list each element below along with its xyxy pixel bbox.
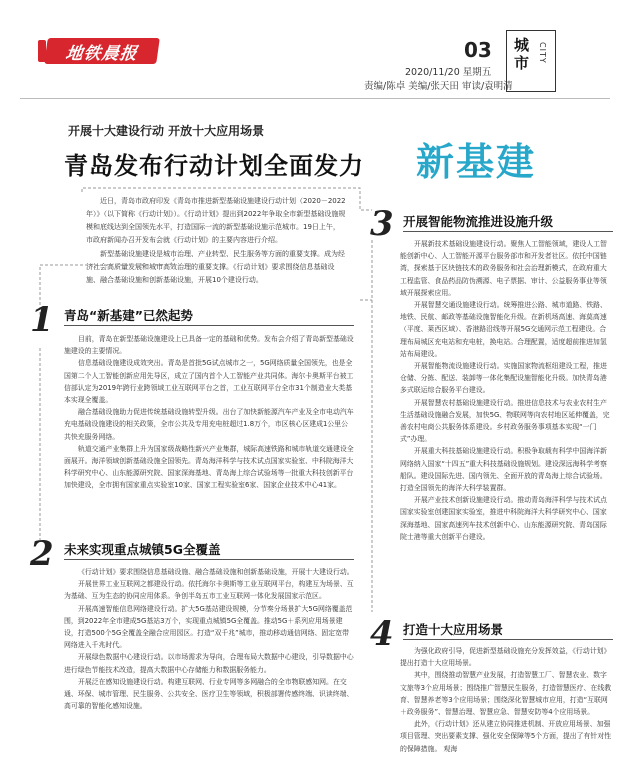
page-number: 03	[464, 38, 492, 62]
paragraph: 为强化政府引导，促进新型基础设施充分发挥效益，《行动计划》提出打造十大应用场景。	[400, 647, 611, 668]
dateline: 2020/11/20 星期五	[405, 67, 492, 78]
lead-paragraph: 新型基础设施建设是城市治理、产业转型、民生服务等方面的重要支撑。成为经济社会高质量发展和城市高效治理的重要支撑。《行动计划》要求围绕信息基础设施、融合基础设施和创新基础设施，开展10个建设行动。	[86, 250, 345, 284]
paragraph: 其中，围绕推动智慧产业发展，打造智慧工厂、智慧农业、数字文旅等3个应用场景；围绕推广智慧民生服务，打造智慧医疗、在线教育、智慧养老等3个应用场景；围绕深化智慧城市应用，打造“互联网＋政务服务”、智慧治理、智慧应急、智慧安防等4个应用场景。	[400, 671, 612, 717]
paragraph: 开展产业技术创新设施建设行动。推动青岛海洋科学与技术试点国家实验室创建国家实验室，推进中科院海洋大科学研究中心、国家深海基地、国家高速列车技术创新中心、山东能源研究院、青岛国际院士港等重大创新平台建设。	[400, 496, 607, 541]
section-number-1: 1	[30, 300, 54, 340]
paragraph: 《行动计划》要求围绕信息基础设施、融合基础设施和创新基础设施，开展十大建设行动。	[78, 568, 354, 576]
section-number-4: 4	[370, 614, 394, 654]
editor-credits: 责编/陈卓 美编/张天田 审读/袁明清	[364, 81, 513, 92]
section-title-2: 未来实现重点城镇5G全覆盖	[64, 542, 221, 557]
paragraph: 开展智能物流设施建设行动。实施国家物流枢纽建设工程，推进仓储、分拣、配送、装卸等一体化集配设施智能化升级。加快青岛港多式联运综合服务平台建设。	[400, 362, 607, 395]
section-rule-3	[403, 231, 613, 232]
paragraph: 开展高速智能信息网络建设行动。扩大5G基站建设规模，分节奏分场景扩大5G网络覆盖范围，到2022年全市建成5G基站3万个，实现重点城镇5G全覆盖。推动5G＋系列应用场景建设，打造500个5G全覆盖全融合应用园区。打造“双千兆”城市，推动移动通信网络、固定宽带网络进入千兆时代。	[64, 604, 353, 650]
paragraph: 开展重大科技基础设施建设行动。积极争取载有科学中国海洋新网络纳入国家“十四五”重大科技基础设施规划。建设深远海科学考察船队。建设国际先进、国内领先、全面开放的青岛海上综合试验场。打造全国领先的海洋大科学装置群。	[400, 447, 607, 493]
section-body-4	[400, 645, 612, 755]
section-name-en: CITY	[538, 42, 547, 64]
headline-title: 青岛发布行动计划全面发力	[64, 152, 364, 180]
paragraph: 融合基础设施助力促进传统基础设施转型升级。出台了加快新能源汽车产业及全市电动汽车充电基础设施建设的相关政策，全市公共及专用充电桩超过1.8万个，市区核心区建成1公里公共快充服务网络。	[64, 408, 354, 441]
section-number-3: 3	[370, 204, 394, 244]
section-title-3: 开展智能物流推进设施升级	[403, 214, 554, 229]
section-body-2	[64, 566, 354, 712]
section-body-3	[400, 238, 612, 543]
newspaper-logo: 地铁晨报	[44, 38, 160, 64]
headline-highlight: 新基建	[416, 140, 537, 184]
paragraph: 开展泛在感知设施建设行动。构建互联网、行业专网等多网融合的全市物联感知网。在交通、环保、城市管理、民生服务、公共安全、医疗卫生等领域，积极部署传感终端、识读终端、高可靠的智能化感知设施。	[64, 677, 354, 711]
paragraph: 目前，青岛在新型基础设施建设上已具备一定的基础和优势。发布会介绍了青岛新型基础设施建设的主要情况。	[64, 335, 354, 356]
paragraph: 轨道交通产业集群上升为国家级战略性新兴产业集群，城际高速铁路和城市轨道交通建设全面展开。海洋领域创新基础设施全国领先。青岛海洋科学与技术试点国家实验室、中科院海洋大科学研究中心、山东能源研究院、国家深海基地、青岛海上综合试验场等一批重大科技创新平台加快建设，全市拥有国家重点实验室10家、国家工程实验室6家、国家企业技术中心41家。	[64, 444, 354, 490]
headline-kicker: 开展十大建设行动 开放十大应用场景	[68, 124, 265, 138]
section-number-2: 2	[30, 534, 54, 574]
section-name: 城市	[514, 36, 530, 72]
section-title-1: 青岛“新基建”已然起势	[64, 308, 193, 323]
section-title-4: 打造十大应用场景	[403, 622, 504, 637]
lead-paragraph: 近日，青岛市政府印发《青岛市推进新型基础设施建设行动计划（2020－2022年）》（以下简称《行动计划》）。《行动计划》提出到2022年争取全市新型基础设施规模和底线达到全国领先水平，打造国际一流的新型基础设施示范城市。19日上午，市政府新闻办召开发布会就《行动计划》的主要内容进行介绍。	[86, 197, 346, 244]
paragraph: 开展智慧农村基础设施建设行动。推进信息技术与农业农村生产生活基础设施融合发展，加快5G、物联网等向农村地区延伸覆盖，完善农村电商公共服务体系建设。乡村政务服务事项基本实现“一门式”办理。	[400, 398, 610, 444]
paragraph: 开展智慧交通设施建设行动。统筹推进公路、城市道路、铁路、地铁、民航、邮政等基础设施智能化升级。在新机场高速、海莫高速（平度、莱西区域）、香港路沿线等开展5G交通网示范工程建设。合理布局城区充电站和充电桩，换电站。合理配置，适度超前推进加氢站布局建设。	[400, 301, 607, 358]
paragraph: 开展绿色数据中心建设行动。以市场需求为导向，合理布局大数据中心建设，引导数据中心进行绿色节能技术改造，提高大数据中心存储能力和数据服务能力。	[64, 653, 354, 674]
section-rule-1	[64, 325, 354, 326]
paragraph: 开展世界工业互联网之都建设行动。依托海尔卡奥斯等工业互联网平台，构建互为场景、互为基础、互为生态的协同应用体系。争创半岛五市工业互联网一体化发展国家示范区。	[64, 580, 354, 601]
paragraph: 开展新技术基础设施建设行动。聚焦人工智能领域，建设人工智能创新中心、人工智能开源平台服务部市和开发者社区。依托中国链湾，探索基于区块链技术的政务服务和社会治理新模式，在政府重大工程监管、食品药品防伪溯源、电子票据、审计、公益服务事业等领域开展探索应用。	[400, 240, 607, 297]
section-body-1	[64, 333, 354, 492]
paragraph: 信息基础设施建设成效突出。青岛是首批5G试点城市之一，5G网络质量全国领先，也是全国第二个人工智能创新应用先导区，成立了国内首个人工智能产业共同体。海尔卡奥斯平台被工信部认定为2019年跨行业跨领域工业互联网平台之首，工业互联网平台全市31个制造业大类基本实现全覆盖。	[64, 359, 354, 405]
paragraph: 此外，《行动计划》还从建立协同推进机制、开放应用场景、加强项目管理、突出要素支撑、强化安全保障等5个方面，提出了有针对性的保障措施。 观海	[400, 720, 612, 753]
section-rule-2	[64, 559, 354, 560]
section-rule-4	[403, 639, 613, 640]
